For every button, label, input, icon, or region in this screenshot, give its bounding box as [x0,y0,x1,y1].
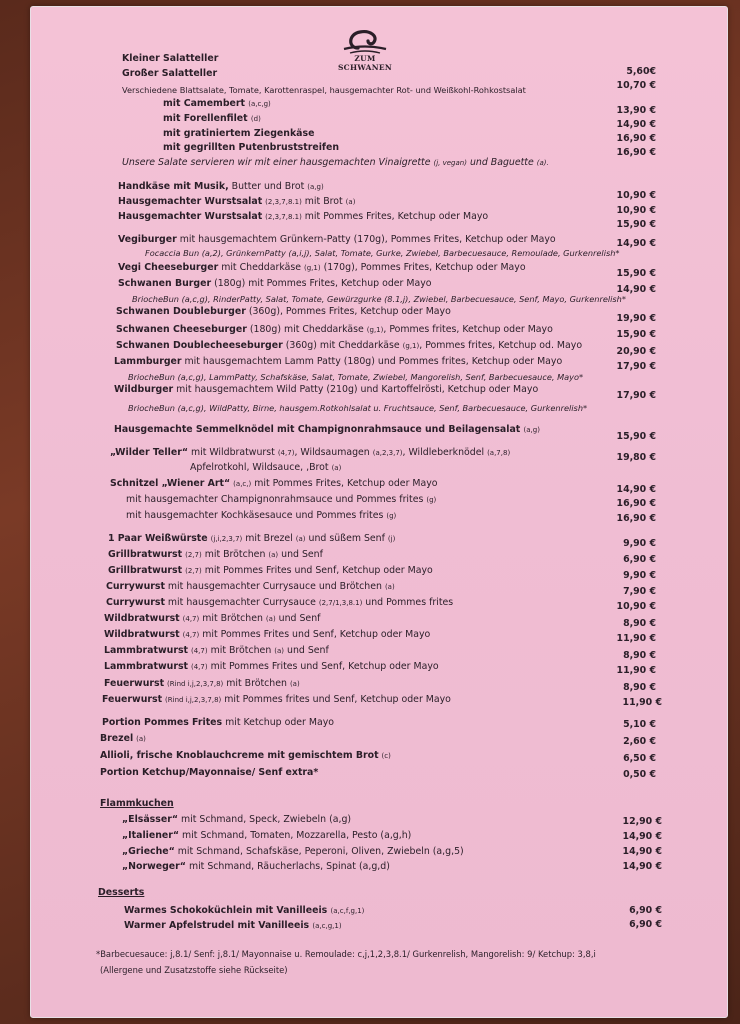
hot-schnitzel-price: 14,90 € [616,484,656,495]
sausage-grill-broetchen: Grillbratwurst (2,7) mit Brötchen (a) und Senf [108,549,323,560]
sausage-wild-broetchen: Wildbratwurst (4,7) mit Brötchen (a) und Senf [104,613,321,624]
flammkuchen-grieche: „Grieche“ mit Schmand, Schafskäse, Peperoni, Oliven, Zwiebeln (a,g,5) [122,846,464,857]
swan-icon [330,22,400,56]
salad-small-name: Kleiner Salatteller [122,53,219,64]
salad-large-price: 10,70 € [616,80,656,91]
logo-text: ZUM SCHWANEN [337,54,393,72]
sausage-weisswuerste-price: 9,90 € [623,538,656,549]
footer-allergens-note: (Allergene und Zusatzstoffe siehe Rückseite) [100,965,288,975]
hot-schnitzel-champignon: mit hausgemachter Champignonrahmsauce und Pommes frites (g) [126,494,437,505]
main-vegiburger-price: 14,90 € [616,238,656,249]
sausage-curry-broetchen: Currywurst mit hausgemachter Currysauce und Brötchen (a) [106,581,395,592]
sausage-feuer-broetchen: Feuerwurst (Rind i,j,2,3,7,8) mit Brötchen (a) [104,678,300,689]
side-pommes: Portion Pommes Frites mit Ketchup oder Mayo [102,717,335,728]
hot-schnitzel-kochkaese-price: 16,90 € [616,513,656,524]
sausage-grill-pommes: Grillbratwurst (2,7) mit Pommes Frites und Senf, Ketchup oder Mayo [108,565,433,576]
main-vegiburger-desc: Focaccia Bun (a,2), GrünkernPatty (a,i,j), Salat, Tomate, Gurke, Zwiebel, Barbecuesauce, Remoulade, Gurkenrelish* [145,248,620,258]
sausage-wild-pommes: Wildbratwurst (4,7) mit Pommes Frites und Senf, Ketchup oder Mayo [104,629,431,640]
hot-semmelknoedel: Hausgemachte Semmelknödel mit Champignonrahmsauce und Beilagensalat (a,g) [114,424,540,435]
flammkuchen-norweger: „Norweger“ mit Schmand, Räucherlachs, Spinat (a,g,d) [122,861,390,872]
dessert-schoko-price: 6,90 € [629,905,662,916]
sausage-lamm-pommes: Lammbratwurst (4,7) mit Pommes Frites und Senf, Ketchup oder Mayo [104,661,439,672]
footer-sauces: *Barbecuesauce: j,8.1/ Senf: j,8.1/ Mayonnaise u. Remoulade: c,j,1,2,3,8.1/ Gurkenrelish, Mangorelish: 9/ Ketchup: 3,8,i [96,949,596,959]
sausage-feuer-pommes: Feuerwurst (Rind i,j,2,3,7,8) mit Pommes frites und Senf, Ketchup oder Mayo [102,694,451,705]
salad-description: Verschiedene Blattsalate, Tomate, Karottenraspel, hausgemachter Rot- und Weißkohl-Rohkostsalat [122,85,526,95]
main-wurstsalat-pommes: Hausgemachter Wurstsalat (2,3,7,8.1) mit Pommes Frites, Ketchup oder Mayo [118,211,489,222]
hot-wilder-teller-price: 19,80 € [616,452,656,463]
main-doublecheeseburger: Schwanen Doublecheeseburger (360g) mit Cheddarkäse (g,1), Pommes frites, Ketchup od. Mayo [116,340,583,351]
sausage-wild-pommes-price: 11,90 € [616,633,656,644]
side-brezel-price: 2,60 € [623,736,656,747]
sausage-grill-broetchen-price: 6,90 € [623,554,656,565]
main-schwanen-burger-price: 14,90 € [616,284,656,295]
main-wildburger: Wildburger mit hausgemachtem Wild Patty (210g) und Kartoffelrösti, Ketchup oder Mayo [114,384,539,395]
salad-small-price: 5,60€ [626,66,656,77]
desserts-heading: Desserts [98,887,145,898]
main-lammburger-desc: BriocheBun (a,c,g), LammPatty, Schafskäse, Salat, Tomate, Zwiebel, Mangorelish, Senf, Barbecuesauce, Mayo* [128,372,584,382]
hot-wilder-teller: „Wilder Teller“ mit Wildbratwurst (4,7), Wildsaumagen (a,2,3,7), Wildleberknödel (a,7,8) [110,447,511,458]
salad-large-name: Großer Salatteller [122,68,218,79]
sausage-curry-pommes: Currywurst mit hausgemachter Currysauce (2,7/1,3,8.1) und Pommes frites [106,597,454,608]
hot-schnitzel-kochkaese: mit hausgemachter Kochkäsesauce und Pommes frites (g) [126,510,397,521]
side-allioli-price: 6,50 € [623,753,656,764]
main-lammburger: Lammburger mit hausgemachtem Lamm Patty (180g) und Pommes frites, Ketchup oder Mayo [114,356,563,367]
main-wildburger-desc: BriocheBun (a,c,g), WildPatty, Birne, hausgem.Rotkohlsalat u. Fruchtsauce, Senf, Barbecuesauce, Gurkenrelish* [128,403,588,413]
side-extra-sauce: Portion Ketchup/Mayonnaise/ Senf extra* [100,767,319,778]
flammkuchen-grieche-price: 14,90 € [622,846,662,857]
flammkuchen-heading: Flammkuchen [100,798,174,809]
main-handkaese: Handkäse mit Musik, Butter und Brot (a,g) [118,181,324,192]
sausage-lamm-broetchen: Lammbratwurst (4,7) mit Brötchen (a) und Senf [104,645,329,656]
sausage-lamm-pommes-price: 11,90 € [616,665,656,676]
main-cheeseburger: Schwanen Cheeseburger (180g) mit Cheddarkäse (g,1), Pommes frites, Ketchup oder Mayo [116,324,553,335]
flammkuchen-norweger-price: 14,90 € [622,861,662,872]
topping-forelle: mit Forellenfilet (d) [163,113,261,124]
dessert-apfelstrudel-price: 6,90 € [629,919,662,930]
main-doubleburger: Schwanen Doubleburger (360g), Pommes Frites, Ketchup oder Mayo [116,306,451,317]
topping-pute-price: 16,90 € [616,147,656,158]
main-cheeseburger-price: 15,90 € [616,329,656,340]
flammkuchen-italiener: „Italiener“ mit Schmand, Tomaten, Mozzarella, Pesto (a,g,h) [122,830,412,841]
sausage-grill-pommes-price: 9,90 € [623,570,656,581]
sausage-curry-broetchen-price: 7,90 € [623,586,656,597]
main-schwanen-burger: Schwanen Burger (180g) mit Pommes Frites, Ketchup oder Mayo [118,278,432,289]
sausage-wild-broetchen-price: 8,90 € [623,618,656,629]
main-schwanen-burger-desc: BriocheBun (a,c,g), RinderPatty, Salat, Tomate, Gewürzgurke (8.1,j), Zwiebel, Barbecuesauce, Senf, Mayo, Gurkenrelish* [132,294,626,304]
topping-camembert-price: 13,90 € [616,105,656,116]
main-wildburger-price: 17,90 € [616,390,656,401]
topping-forelle-price: 14,90 € [616,119,656,130]
side-extra-sauce-price: 0,50 € [623,769,656,780]
sausage-feuer-pommes-price: 11,90 € [622,697,662,708]
topping-ziegenkaese-price: 16,90 € [616,133,656,144]
side-allioli: Allioli, frische Knoblauchcreme mit gemischtem Brot (c) [100,750,391,761]
dessert-apfelstrudel: Warmer Apfelstrudel mit Vanilleeis (a,c,g,1) [124,920,342,931]
main-handkaese-price: 10,90 € [616,190,656,201]
main-vegiburger: Vegiburger mit hausgemachtem Grünkern-Patty (170g), Pommes Frites, Ketchup oder Mayo [118,234,556,245]
dessert-schoko: Warmes Schokoküchlein mit Vanilleeis (a,c,f,g,1) [124,905,365,916]
hot-semmelknoedel-price: 15,90 € [616,431,656,442]
main-doublecheeseburger-price: 20,90 € [616,346,656,357]
flammkuchen-italiener-price: 14,90 € [622,831,662,842]
sausage-feuer-broetchen-price: 8,90 € [623,682,656,693]
sausage-curry-pommes-price: 10,90 € [616,601,656,612]
sausage-lamm-broetchen-price: 8,90 € [623,650,656,661]
main-wurstsalat-brot-price: 10,90 € [616,205,656,216]
topping-ziegenkaese: mit gratiniertem Ziegenkäse [163,128,315,139]
side-brezel: Brezel (a) [100,733,146,744]
logo [330,22,400,72]
main-wurstsalat-brot: Hausgemachter Wurstsalat (2,3,7,8.1) mit Brot (a) [118,196,356,207]
hot-schnitzel: Schnitzel „Wiener Art“ (a,c,) mit Pommes Frites, Ketchup oder Mayo [110,478,438,489]
sausage-weisswuerste: 1 Paar Weißwürste (j,i,2,3,7) mit Brezel (a) und süßem Senf (j) [108,533,396,544]
flammkuchen-elsaesser: „Elsässer“ mit Schmand, Speck, Zwiebeln (a,g) [122,814,352,825]
hot-wilder-teller-line2: Apfelrotkohl, Wildsauce, ,Brot (a) [190,462,342,473]
topping-pute: mit gegrillten Putenbruststreifen [163,142,340,153]
main-vegi-cheeseburger: Vegi Cheeseburger mit Cheddarkäse (g,1) (170g), Pommes Frites, Ketchup oder Mayo [118,262,526,273]
main-vegi-cheeseburger-price: 15,90 € [616,268,656,279]
salad-note: Unsere Salate servieren wir mit einer hausgemachten Vinaigrette (j, vegan) und Baguette (a). [122,157,549,168]
hot-schnitzel-champignon-price: 16,90 € [616,498,656,509]
main-lammburger-price: 17,90 € [616,361,656,372]
main-doubleburger-price: 19,90 € [616,313,656,324]
main-wurstsalat-pommes-price: 15,90 € [616,219,656,230]
side-pommes-price: 5,10 € [623,719,656,730]
flammkuchen-elsaesser-price: 12,90 € [622,816,662,827]
topping-camembert: mit Camembert (a,c,g) [163,98,271,109]
